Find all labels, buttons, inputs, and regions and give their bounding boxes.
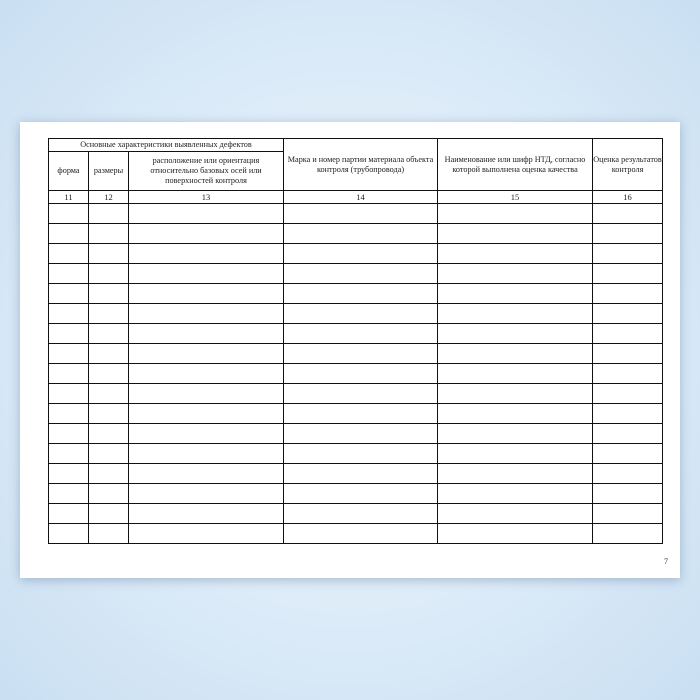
table-row	[49, 464, 663, 484]
table-cell[interactable]	[438, 484, 593, 504]
table-row	[49, 264, 663, 284]
table-cell[interactable]	[593, 284, 663, 304]
table-cell[interactable]	[89, 404, 129, 424]
table-cell[interactable]	[129, 524, 284, 544]
table-cell[interactable]	[438, 344, 593, 364]
table-cell[interactable]	[89, 324, 129, 344]
table-row	[49, 304, 663, 324]
table-cell[interactable]	[284, 324, 438, 344]
header-ntd-code: Наименование или шифр НТД, согласно которой выполнена оценка качества	[438, 139, 593, 191]
table-cell[interactable]	[89, 304, 129, 324]
table-cell[interactable]	[284, 444, 438, 464]
table-cell[interactable]	[284, 284, 438, 304]
table-cell[interactable]	[89, 204, 129, 224]
table-cell[interactable]	[89, 264, 129, 284]
table-cell[interactable]	[438, 224, 593, 244]
table-cell[interactable]	[284, 384, 438, 404]
table-row	[49, 424, 663, 444]
table-cell[interactable]	[593, 224, 663, 244]
table-cell[interactable]	[438, 284, 593, 304]
table-cell[interactable]	[284, 264, 438, 284]
table-cell[interactable]	[49, 304, 89, 324]
table-cell[interactable]	[593, 344, 663, 364]
table-cell[interactable]	[284, 364, 438, 384]
header-shape: форма	[49, 152, 89, 191]
table-cell[interactable]	[129, 224, 284, 244]
table-row	[49, 324, 663, 344]
table-cell[interactable]	[129, 244, 284, 264]
header-material-batch: Марка и номер партии материала объекта контроля (трубопровода)	[284, 139, 438, 191]
table-cell[interactable]	[129, 204, 284, 224]
table-cell[interactable]	[438, 244, 593, 264]
table-cell[interactable]	[593, 384, 663, 404]
column-number-15: 15	[438, 191, 593, 204]
table-cell[interactable]	[284, 344, 438, 364]
journal-page	[20, 122, 680, 578]
table-cell[interactable]	[89, 504, 129, 524]
table-row	[49, 504, 663, 524]
table-cell[interactable]	[129, 324, 284, 344]
table-row	[49, 204, 663, 224]
table-row	[49, 244, 663, 264]
table-row	[49, 364, 663, 384]
table-cell[interactable]	[593, 484, 663, 504]
table-cell[interactable]	[49, 464, 89, 484]
table-cell[interactable]	[89, 484, 129, 504]
table-cell[interactable]	[284, 224, 438, 244]
table-cell[interactable]	[438, 524, 593, 544]
table-cell[interactable]	[593, 464, 663, 484]
table-cell[interactable]	[284, 424, 438, 444]
table-cell[interactable]	[593, 304, 663, 324]
table-cell[interactable]	[593, 364, 663, 384]
table-cell[interactable]	[129, 444, 284, 464]
table-cell[interactable]	[129, 424, 284, 444]
table-cell[interactable]	[129, 404, 284, 424]
table-cell[interactable]	[89, 524, 129, 544]
header-location: расположение или ориентация относительно базовых осей или поверхностей контроля	[129, 152, 284, 191]
table-row	[49, 344, 663, 364]
table-cell[interactable]	[593, 504, 663, 524]
header-sizes: размеры	[89, 152, 129, 191]
table-cell[interactable]	[89, 344, 129, 364]
table-cell[interactable]	[89, 284, 129, 304]
table-cell[interactable]	[438, 384, 593, 404]
table-cell[interactable]	[89, 424, 129, 444]
table-cell[interactable]	[438, 324, 593, 344]
table-cell[interactable]	[438, 464, 593, 484]
table-cell[interactable]	[129, 484, 284, 504]
table-cell[interactable]	[438, 204, 593, 224]
table-cell[interactable]	[593, 204, 663, 224]
table-cell[interactable]	[89, 244, 129, 264]
column-number-11: 11	[49, 191, 89, 204]
table-cell[interactable]	[593, 244, 663, 264]
table-cell[interactable]	[49, 284, 89, 304]
table-cell[interactable]	[49, 204, 89, 224]
table-row	[49, 384, 663, 404]
table-cell[interactable]	[129, 504, 284, 524]
table-row	[49, 484, 663, 504]
column-number-14: 14	[284, 191, 438, 204]
header-defect-characteristics: Основные характеристики выявленных дефектов	[49, 139, 284, 152]
table-cell[interactable]	[49, 444, 89, 464]
table-row	[49, 284, 663, 304]
table-cell[interactable]	[593, 324, 663, 344]
table-cell[interactable]	[49, 244, 89, 264]
table-cell[interactable]	[593, 524, 663, 544]
table-cell[interactable]	[49, 364, 89, 384]
table-cell[interactable]	[49, 324, 89, 344]
column-number-12: 12	[89, 191, 129, 204]
table-cell[interactable]	[129, 464, 284, 484]
page-number: 7	[664, 557, 668, 566]
table-cell[interactable]	[593, 264, 663, 284]
table-cell[interactable]	[129, 344, 284, 364]
table-cell[interactable]	[438, 364, 593, 384]
header-control-result: Оценка результатов контроля	[593, 139, 663, 191]
table-cell[interactable]	[49, 484, 89, 504]
column-number-13: 13	[129, 191, 284, 204]
table-cell[interactable]	[593, 404, 663, 424]
table-cell[interactable]	[49, 344, 89, 364]
table-cell[interactable]	[129, 384, 284, 404]
table-cell[interactable]	[89, 464, 129, 484]
inspection-table	[48, 138, 663, 544]
table-cell[interactable]	[129, 264, 284, 284]
table-row	[49, 524, 663, 544]
table-cell[interactable]	[284, 244, 438, 264]
table-cell[interactable]	[593, 424, 663, 444]
table-cell[interactable]	[89, 224, 129, 244]
table-cell[interactable]	[49, 224, 89, 244]
table-cell[interactable]	[89, 384, 129, 404]
table-cell[interactable]	[49, 424, 89, 444]
column-number-16: 16	[593, 191, 663, 204]
table-row	[49, 224, 663, 244]
table-cell[interactable]	[593, 444, 663, 464]
table-cell[interactable]	[129, 364, 284, 384]
table-cell[interactable]	[284, 464, 438, 484]
table-row	[49, 444, 663, 464]
table-cell[interactable]	[284, 484, 438, 504]
table-cell[interactable]	[284, 504, 438, 524]
table-cell[interactable]	[49, 404, 89, 424]
table-cell[interactable]	[284, 304, 438, 324]
table-body	[49, 204, 663, 544]
table-cell[interactable]	[89, 444, 129, 464]
table-cell[interactable]	[89, 364, 129, 384]
table-cell[interactable]	[129, 304, 284, 324]
table-cell[interactable]	[438, 264, 593, 284]
table-cell[interactable]	[284, 204, 438, 224]
table-cell[interactable]	[49, 264, 89, 284]
table-cell[interactable]	[438, 404, 593, 424]
table-cell[interactable]	[438, 444, 593, 464]
table-cell[interactable]	[284, 524, 438, 544]
table-cell[interactable]	[49, 504, 89, 524]
table-cell[interactable]	[438, 424, 593, 444]
table-cell[interactable]	[438, 504, 593, 524]
table-cell[interactable]	[129, 284, 284, 304]
table-cell[interactable]	[438, 304, 593, 324]
table-cell[interactable]	[284, 404, 438, 424]
table-cell[interactable]	[49, 524, 89, 544]
table-row	[49, 404, 663, 424]
table-cell[interactable]	[49, 384, 89, 404]
